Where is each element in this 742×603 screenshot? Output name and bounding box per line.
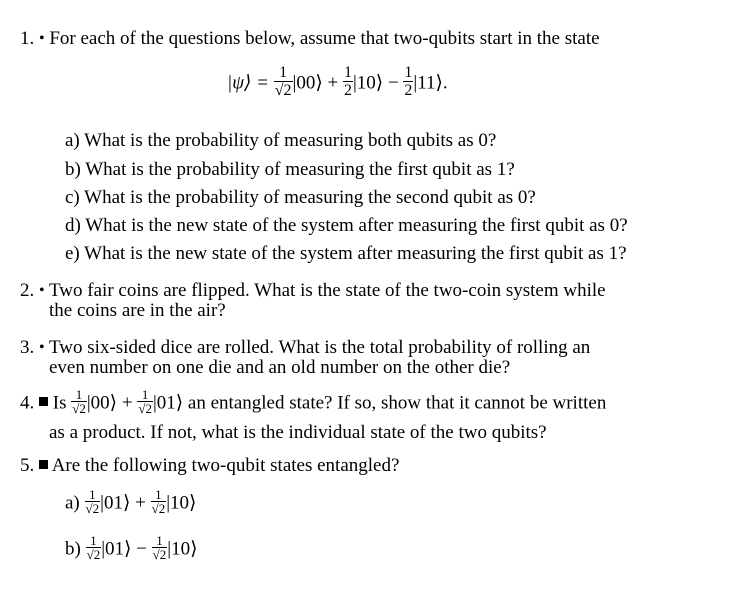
ket-term: |10⟩ [166, 492, 197, 514]
problem-text: Are the following two-qubit states entangled? [51, 455, 400, 476]
equation-lhs: |ψ⟩ = [227, 72, 270, 94]
fraction-numerator: 1 [404, 64, 413, 81]
ket-term: |10⟩ [167, 538, 198, 560]
subpart-label: a) [65, 492, 80, 514]
problem-2-line2: the coins are in the air? [49, 300, 226, 321]
fraction-numerator: 1 [86, 534, 102, 548]
subpart-1d: d) What is the new state of the system after measuring the first qubit as 0? [65, 215, 628, 236]
fraction-numerator: 1 [71, 388, 87, 402]
fraction-denominator: √2 [85, 501, 100, 516]
coefficient-fraction [71, 388, 87, 416]
square-bullet-icon [39, 460, 48, 469]
circle-bullet-icon: • [39, 30, 45, 47]
coefficient-fraction [343, 64, 353, 100]
coefficient-fraction [151, 488, 167, 516]
ket-term: |00⟩ + [292, 72, 339, 94]
coefficient-fraction [85, 488, 101, 516]
subpart-1a: a) What is the probability of measuring both qubits as 0? [65, 130, 497, 151]
fraction-numerator: 1 [343, 64, 352, 81]
subpart-5a [65, 487, 197, 518]
coefficient-fraction [274, 64, 293, 100]
ket-term: |10⟩ − [352, 72, 399, 94]
fraction-numerator: 1 [151, 488, 167, 502]
problem-number: 3. [20, 337, 35, 358]
subpart-1e: e) What is the new state of the system after measuring the first qubit as 1? [65, 243, 627, 264]
fraction-numerator: 1 [85, 488, 101, 502]
problem-number: 5. [20, 455, 35, 476]
ket-term: |01⟩ − [101, 538, 147, 560]
problem-2-line1 [20, 281, 606, 300]
problem-text: For each of the questions below, assume that two-qubits start in the state [49, 28, 600, 49]
problem-number: 1. [20, 28, 35, 49]
coefficient-fraction [86, 534, 102, 562]
problem-number: 2. [20, 280, 35, 301]
fraction-denominator: 2 [343, 82, 352, 99]
subpart-1b: b) What is the probability of measuring the first qubit as 1? [65, 159, 515, 180]
subpart-1c: c) What is the probability of measuring the second qubit as 0? [65, 187, 536, 208]
ket-term: |01⟩ + [100, 492, 146, 514]
coefficient-fraction [403, 64, 413, 100]
subpart-label: b) [65, 538, 81, 560]
fraction-denominator: √2 [151, 501, 166, 516]
fraction-denominator: √2 [86, 547, 101, 562]
problem-text: Two six-sided dice are rolled. What is the total probability of rolling an [49, 337, 591, 358]
problem-4-line1 [20, 387, 607, 418]
ket-term: |11⟩. [413, 72, 448, 94]
problem-1-header [20, 29, 600, 48]
coefficient-fraction [137, 388, 153, 416]
fraction-numerator: 1 [274, 64, 293, 82]
fraction-denominator: √2 [152, 547, 167, 562]
problem-4-line2: as a product. If not, what is the individual state of the two qubits? [49, 422, 547, 443]
fraction-numerator: 1 [137, 388, 153, 402]
fraction-denominator: √2 [138, 401, 152, 416]
state-equation [227, 66, 448, 102]
circle-bullet-icon: • [39, 282, 45, 299]
fraction-denominator: √2 [274, 82, 292, 99]
problem-text: an entangled state? If so, show that it cannot be written [187, 392, 607, 414]
problem-number: 4. [20, 392, 35, 414]
ket-term: |01⟩ [152, 392, 184, 414]
square-bullet-icon [39, 397, 48, 406]
problem-3-line1 [20, 338, 590, 357]
problem-5-header [20, 456, 399, 475]
circle-bullet-icon: • [39, 339, 45, 356]
subpart-5b [65, 533, 198, 564]
ket-term: |00⟩ + [86, 392, 133, 414]
fraction-denominator: √2 [72, 401, 86, 416]
coefficient-fraction [152, 534, 168, 562]
fraction-numerator: 1 [152, 534, 168, 548]
problem-text: Two fair coins are flipped. What is the state of the two-coin system while [49, 280, 606, 301]
fraction-denominator: 2 [404, 82, 413, 99]
problem-3-line2: even number on one die and an old number on the other die? [49, 357, 511, 378]
problem-prefix: Is [52, 392, 67, 414]
